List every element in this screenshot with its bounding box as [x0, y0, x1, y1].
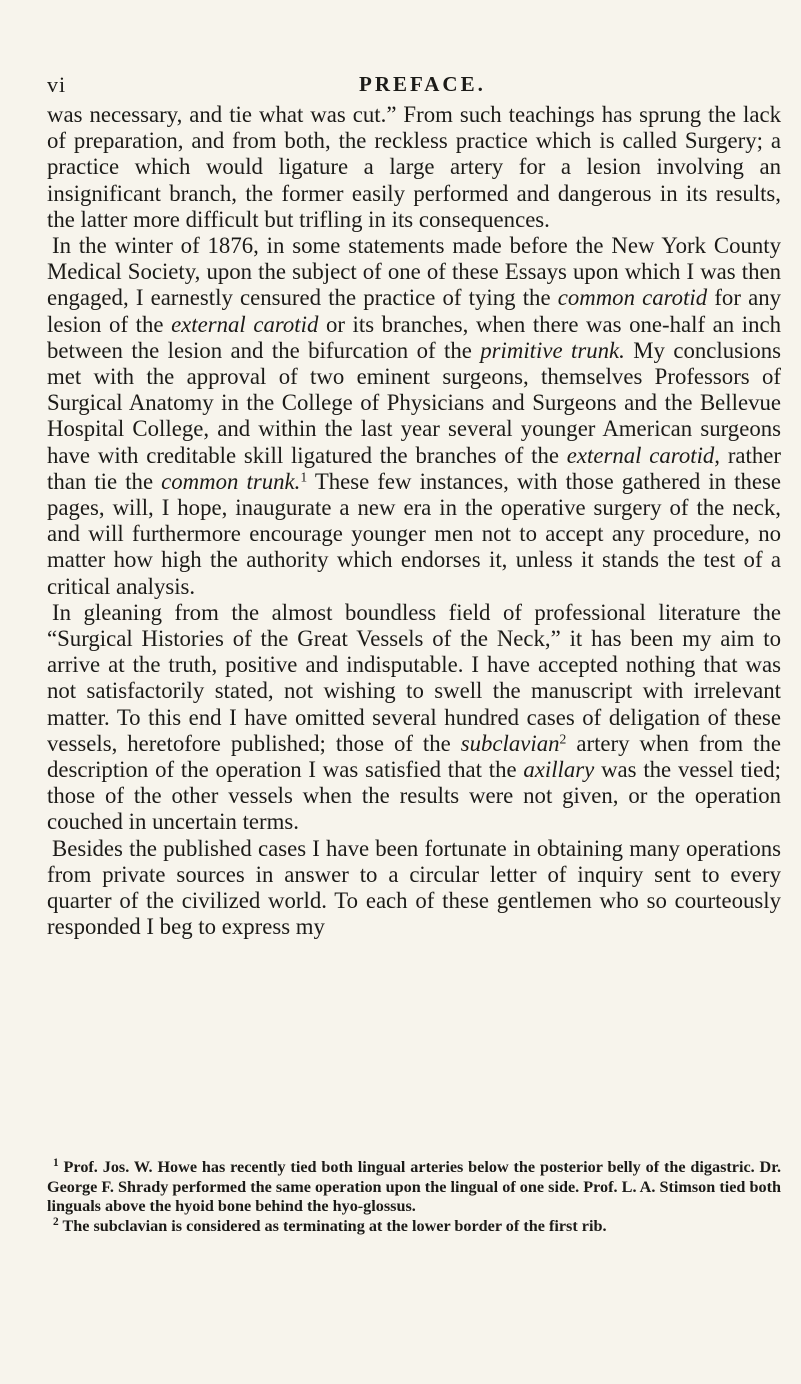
italic-term: external carotid: [171, 311, 319, 337]
italic-term: primitive trunk.: [480, 337, 625, 363]
footnote-1: [47, 1158, 781, 1217]
footnote-text: The subclavian is considered as terminating at the lower border of the first rib.: [62, 1216, 607, 1235]
italic-term: external carotid,: [566, 442, 720, 468]
footnote-mark: 1: [53, 1156, 59, 1169]
footnotes: [47, 1158, 781, 1236]
italic-term: subclavian: [460, 730, 560, 756]
paragraph-3-text: In gleaning from the almost boundless field of professional literature the “Surgical Histories of the Great Vessels of the Neck,” it has been my aim to arrive at the truth, positive and indisputable. I have accepted nothing that was not satisfactorily stated, not wishing to swell the manuscript with irrelevant matter. To this end I have omitted several hundred cases of deligation of these vessels, heretofore published; those of the: [47, 599, 781, 756]
paragraph-3-text: artery when from the description of the operation I was satisfied that the: [47, 730, 781, 783]
paragraph-4: Besides the published cases I have been fortunate in obtaining many operations from private sources in answer to a circular letter of inquiry sent to every quarter of the civilized world. To each of these gentlemen who so courteously responded I beg to express my: [47, 835, 781, 940]
paragraph-3: [47, 600, 781, 836]
paragraph-2-text: for any lesion of the: [47, 285, 781, 337]
paragraph-2-text: These few instances, with those gathered in these pages, will, I hope, inaugurate a new era in the operative surgery of the neck, and will furthermore encourage younger men not to accept any procedure, no matter how high the authority which endorses it, unless it stands the test of a critical analysis.: [47, 468, 782, 599]
paragraph-3-text: was the vessel tied; those of the other vessels when the results were not given, or the operation couched in uncertain terms.: [47, 757, 781, 835]
italic-term: common carotid: [557, 285, 708, 311]
footnote-text: Prof. Jos. W. Howe has recently tied both lingual arteries below the posterior belly of the digastric. Dr. George F. Shrady performed the same operation upon the lingual of one side. Prof. L. A. Stimson tied both linguals above the hyoid bone behind the hyo-glossus.: [47, 1158, 781, 1216]
italic-term: common trunk.: [161, 468, 301, 494]
footnote-mark: 2: [53, 1215, 59, 1228]
running-head-title: PREFACE.: [359, 72, 486, 96]
body-text: [47, 102, 781, 941]
footnote-ref-2[interactable]: 2: [559, 731, 567, 747]
paragraph-2-text: or its branches, when there was one-half an inch between the lesion and the bifurcation of the: [47, 311, 781, 363]
paragraph-2: [47, 233, 781, 600]
footnote-2: [47, 1217, 781, 1237]
paragraph-2-text: In the winter of 1876, in some statements made before the New York County Medical Society, upon the subject of one of these Essays upon which I was then engaged, I earnestly censured the practice of tying the: [47, 233, 781, 311]
footnote-ref-1[interactable]: 1: [300, 469, 308, 485]
paragraph-2-text: My conclusions met with the approval of two eminent surgeons, themselves Professors of Surgical Anatomy in the College of Physicians and Surgeons and the Bellevue Hospital College, and within the last year several younger American surgeons have with creditable skill ligatured the branches of the: [47, 337, 782, 468]
paragraph-2-text: rather than tie the: [47, 442, 781, 494]
page-number: vi: [47, 72, 67, 97]
running-head: [47, 72, 781, 102]
paragraph-1: was necessary, and tie what was cut.” From such teachings has sprung the lack of preparation, and from both, the reckless practice which is called Surgery; a practice which would ligature a large artery for a lesion involving an insignificant branch, the former easily performed and dangerous in its results, the latter more difficult but trifling in its consequences.: [47, 102, 781, 232]
italic-term: axillary: [523, 757, 595, 783]
